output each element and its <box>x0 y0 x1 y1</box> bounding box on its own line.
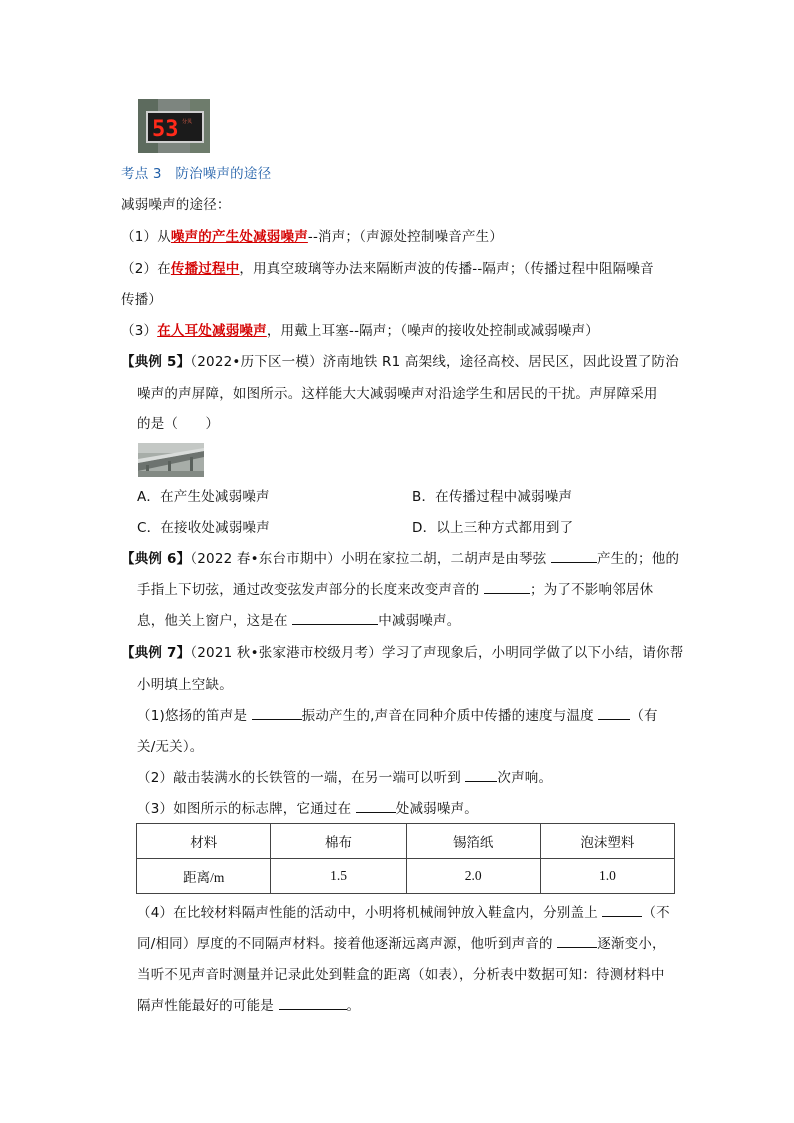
table-header-cell: 材料 <box>137 824 271 859</box>
q4-text-d: 逐渐变小， <box>597 936 666 952</box>
option-a: A．在产生处减弱噪声 <box>137 489 270 505</box>
way-3-suffix: ，用戴上耳塞--隔声；（噪声的接收处控制或减弱噪声） <box>266 323 600 339</box>
q4-text-g: 。 <box>346 998 361 1014</box>
way-1-suffix: --消声；（声源处控制噪音产生） <box>307 229 504 245</box>
q2-text-a: （2）敲击装满水的长铁管的一端，在另一端可以听到 <box>137 770 466 786</box>
blank-q4-3[interactable] <box>279 996 347 1010</box>
way-2 <box>121 259 654 279</box>
option-c: C．在接收处减弱噪声 <box>137 520 270 536</box>
table-cell: 距离/m <box>137 859 271 894</box>
way-3-highlight: 在人耳处减弱噪声 <box>157 323 267 339</box>
table-header-cell: 泡沫塑料 <box>540 824 674 859</box>
example-6-text-2a: 手指上下切弦，通过改变弦发声部分的长度来改变声音的 <box>137 582 484 598</box>
meter-unit-label: 分贝 <box>182 119 193 125</box>
table-cell: 2.0 <box>406 859 540 894</box>
example-7-line-2: 小明填上空缺。 <box>137 677 233 693</box>
way-3 <box>121 321 599 341</box>
example-7-q1 <box>137 706 658 726</box>
example-6-tag: 【典例 6】 <box>121 551 191 567</box>
blank-q1-2[interactable] <box>598 706 630 720</box>
intro-text: 减弱噪声的途径： <box>121 197 231 213</box>
table-cell: 1.0 <box>540 859 674 894</box>
example-6-text-1a: （2022 春•东台市期中）小明在家拉二胡，二胡声是由琴弦 <box>190 551 551 567</box>
q4-text-c: 同/相同）厚度的不同隔声材料。接着他逐渐远离声源，他听到声音的 <box>137 936 558 952</box>
blank-q2[interactable] <box>465 768 497 782</box>
way-2-prefix: （2）在 <box>121 261 171 277</box>
table-header-cell: 棉布 <box>271 824 406 859</box>
example-7-q3 <box>137 799 478 819</box>
example-5-line-1 <box>121 352 679 372</box>
q3-text-b: 处减弱噪声。 <box>395 801 478 817</box>
way-1 <box>121 227 503 247</box>
blank-ex6-1[interactable] <box>551 549 597 563</box>
example-7-q4-line-3: 当听不见声音时测量并记录此处到鞋盒的距离（如表），分析表中数据可知：待测材料中 <box>137 967 665 983</box>
way-3-prefix: （3） <box>121 323 158 339</box>
way-2-suffix: ，用真空玻璃等办法来隔断声波的传播--隔声；（传播过程中阻隔噪音 <box>239 261 654 277</box>
section-title: 考点 3 防治噪声的途径 <box>121 166 272 182</box>
example-5-text-1: （2022•历下区一模）济南地铁 R1 高架线，途径高校、居民区，因此设置了防治 <box>190 354 679 370</box>
example-7-text-1: （2021 秋•张家港市校级月考）学习了声现象后，小明同学做了以下小结，请你帮 <box>190 645 684 661</box>
example-6-text-3b: 中减弱噪声。 <box>378 613 461 629</box>
example-7-q4-line-2 <box>137 934 666 954</box>
noise-meter-image <box>138 99 210 153</box>
sound-barrier-image <box>138 443 204 477</box>
way-1-highlight: 噪声的产生处减弱噪声 <box>170 229 308 245</box>
way-2-continued: 传播） <box>121 292 163 308</box>
blank-ex6-3[interactable] <box>292 611 378 625</box>
way-1-prefix: （1）从 <box>121 229 171 245</box>
example-6-line-2 <box>137 580 653 600</box>
example-6-text-2b: ；为了不影响邻居休 <box>530 582 654 598</box>
q1-text-c: （有 <box>630 708 658 724</box>
example-5-line-3: 的是（ ） <box>137 416 220 432</box>
q4-text-b: （不 <box>642 905 670 921</box>
example-7-q4-line-4 <box>137 996 360 1016</box>
example-7-tag: 【典例 7】 <box>121 645 191 661</box>
example-6-line-3 <box>137 611 460 631</box>
example-6-line-1 <box>121 549 679 569</box>
q3-text-a: （3）如图所示的标志牌，它通过在 <box>137 801 356 817</box>
distance-table <box>136 823 675 894</box>
blank-q3[interactable] <box>356 799 396 813</box>
example-7-q2 <box>137 768 552 788</box>
way-2-highlight: 传播过程中 <box>170 261 240 277</box>
q2-text-b: 次声响。 <box>497 770 553 786</box>
example-7-line-1 <box>121 643 683 663</box>
blank-q1-1[interactable] <box>252 706 302 720</box>
example-6-text-3a: 息，他关上窗户，这是在 <box>137 613 293 629</box>
table-header-cell: 锡箔纸 <box>406 824 540 859</box>
q4-text-f: 隔声性能最好的可能是 <box>137 998 279 1014</box>
option-b: B．在传播过程中减弱噪声 <box>412 489 573 505</box>
table-header-row <box>137 824 675 859</box>
blank-q4-2[interactable] <box>557 934 597 948</box>
meter-reading: 53 <box>152 117 179 142</box>
example-7-q1-continued: 关/无关）。 <box>137 739 204 755</box>
example-5-line-2: 噪声的声屏障，如图所示。这样能大大减弱噪声对沿途学生和居民的干扰。声屏障采用 <box>137 386 658 402</box>
table-row <box>137 859 675 894</box>
option-d: D．以上三种方式都用到了 <box>412 520 574 536</box>
example-6-text-1b: 产生的；他的 <box>596 551 680 567</box>
blank-q4-1[interactable] <box>602 903 642 917</box>
example-5-tag: 【典例 5】 <box>121 354 191 370</box>
q1-text-b: 振动产生的,声音在同种介质中传播的速度与温度 <box>301 708 599 724</box>
example-7-q4-line-1 <box>137 903 670 923</box>
q4-text-a: （4）在比较材料隔声性能的活动中，小明将机械闹钟放入鞋盒内，分别盖上 <box>137 905 603 921</box>
q1-text-a: （1)悠扬的笛声是 <box>137 708 252 724</box>
table-cell: 1.5 <box>271 859 406 894</box>
blank-ex6-2[interactable] <box>484 580 530 594</box>
